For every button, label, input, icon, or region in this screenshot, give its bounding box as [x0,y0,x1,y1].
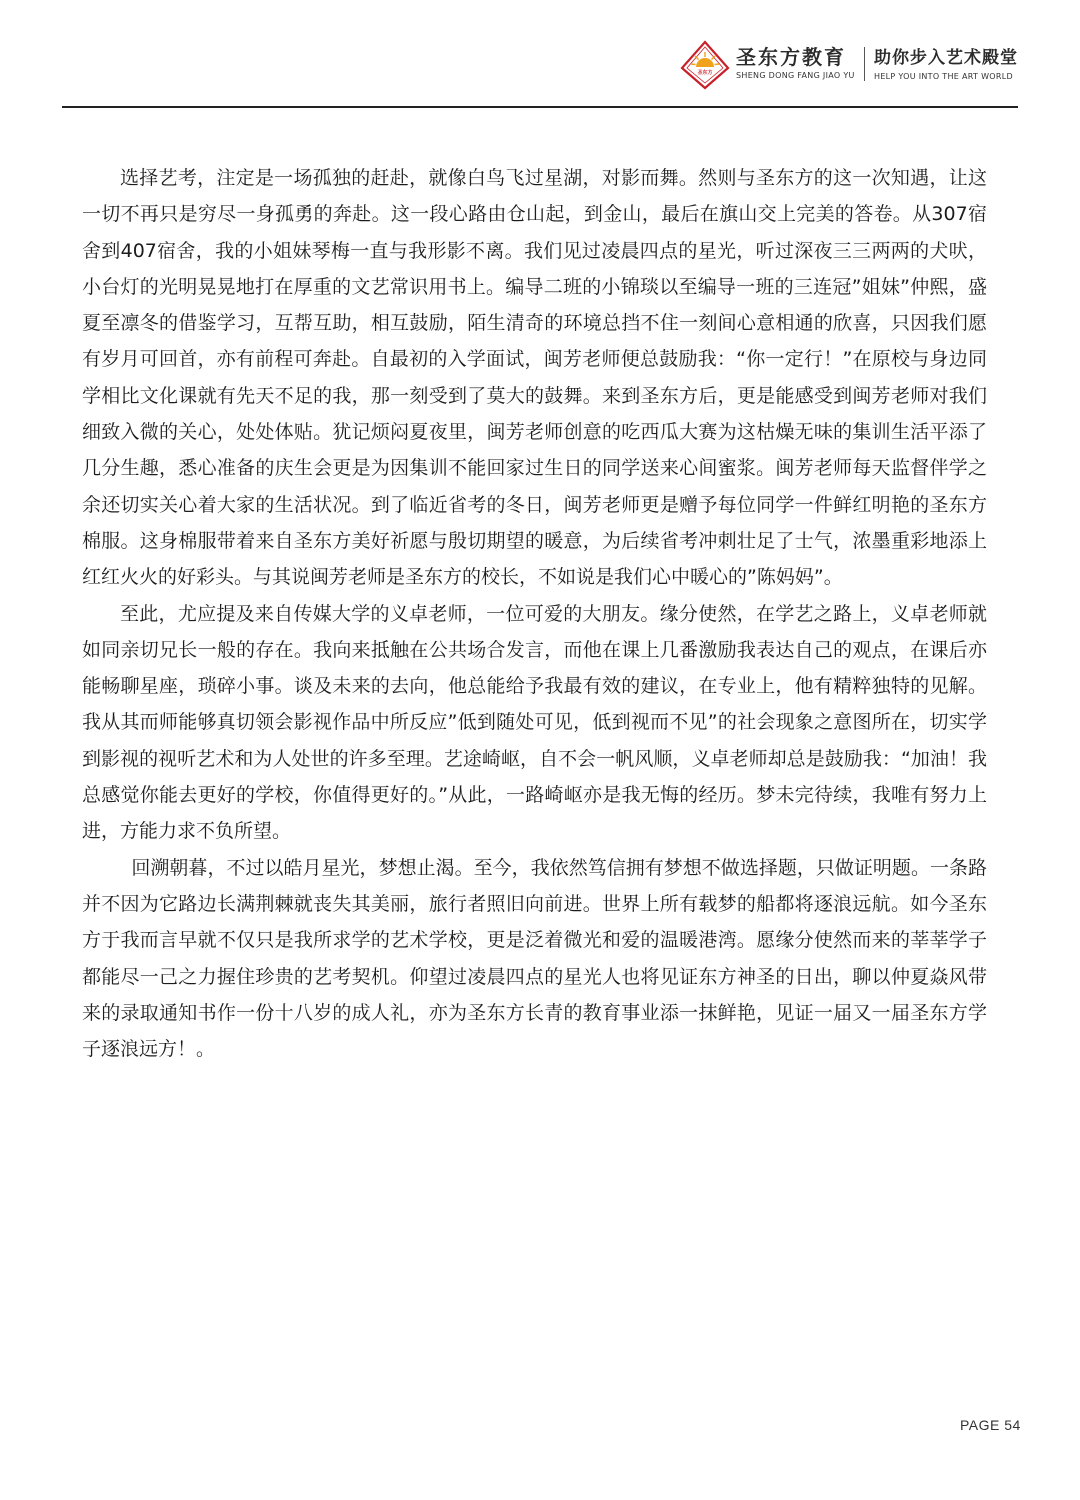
slogan-en: HELP YOU INTO THE ART WORLD [874,72,1013,81]
header-rule [62,106,1018,108]
sun-logo-icon [680,40,730,90]
paragraph: 回溯朝暮，不过以皓月星光，梦想止渴。至今，我依然笃信拥有梦想不做选择题，只做证明题。一条路并不因为它路边长满荆棘就丧失其美丽，旅行者照旧向前进。世界上所有载梦的船都将逐浪远航。如今圣东方于我而言早就不仅只是我所求学的艺术学校，更是泛着微光和爱的温暖港湾。愿缘分使然而来的莘莘学子都能尽一己之力握住珍贵的艺考契机。仰望过凌晨四点的星光人也将见证东方神圣的日出，聊以仲夏焱风带来的录取通知书作一份十八岁的成人礼，亦为圣东方长青的教育事业添一抹鲜艳，见证一届又一届圣东方学子逐浪远方！。 [82,856,987,1061]
brand-name-cn: 圣东方教育 [736,45,846,69]
page-label: PAGE [960,1417,1000,1433]
header-divider [864,47,865,81]
brand-name-en: SHENG DONG FANG JIAO YU [736,71,855,80]
page-header [0,0,1080,110]
paragraph: 选择艺考，注定是一场孤独的赶赴，就像白鸟飞过星湖，对影而舞。然则与圣东方的这一次知遇，让这一切不再只是穷尽一身孤勇的奔赴。这一段心路由仓山起，到金山，最后在旗山交上完美的答卷。从307宿舍到407宿舍，我的小姐妹琴梅一直与我形影不离。我们见过凌晨四点的星光，听过深夜三三两两的犬吠，小台灯的光明晃晃地打在厚重的文艺常识用书上。编导二班的小锦琰以至编导一班的三连冠”姐妹”仲熙，盛夏至凛冬的借鉴学习，互帮互助，相互鼓励，陌生清奇的环境总挡不住一刻间心意相通的欣喜，只因我们愿有岁月可回首，亦有前程可奔赴。自最初的入学面试，闽芳老师便总鼓励我：“你一定行！”在原校与身边同学相比文化课就有先天不足的我，那一刻受到了莫大的鼓舞。来到圣东方后，更是能感受到闽芳老师对我们细致入微的关心，处处体贴。犹记烦闷夏夜里，闽芳老师创意的吃西瓜大赛为这枯燥无味的集训生活平添了几分生趣，悉心准备的庆生会更是为因集训不能回家过生日的同学送来心间蜜浆。闽芳老师每天监督伴学之余还切实关心着大家的生活状况。到了临近省考的冬日，闽芳老师更是赠予每位同学一件鲜红明艳的圣东方棉服。这身棉服带着来自圣东方美好祈愿与殷切期望的暖意，为后续省考冲刺壮足了士气，浓墨重彩地添上红红火火的好彩头。与其说闽芳老师是圣东方的校长，不如说是我们心中暖心的”陈妈妈”。 [82,167,987,589]
article-body [82,160,987,1067]
paragraph: 至此，尤应提及来自传媒大学的义卓老师，一位可爱的大朋友。缘分使然，在学艺之路上，义卓老师就如同亲切兄长一般的存在。我向来抵触在公共场合发言，而他在课上几番激励我表达自己的观点，在课后亦能畅聊星座，琐碎小事。谈及未来的去向，他总能给予我最有效的建议，在专业上，他有精粹独特的见解。我从其而师能够真切领会影视作品中所反应”低到随处可见，低到视而不见”的社会现象之意图所在，切实学到影视的视听艺术和为人处世的许多至理。艺途崎岖，自不会一帆风顺，义卓老师却总是鼓励我：“加油！我总感觉你能去更好的学校，你值得更好的。”从此，一路崎岖亦是我无悔的经历。梦未完待续，我唯有努力上进，方能力求不负所望。 [82,602,987,843]
logo-text: 圣东方 [697,70,713,76]
slogan-cn: 助你步入艺术殿堂 [874,48,1018,68]
page-number [960,1417,1021,1433]
page-number-value: 54 [1004,1417,1021,1433]
slogan-block [874,47,1018,83]
brand-block [736,46,855,82]
